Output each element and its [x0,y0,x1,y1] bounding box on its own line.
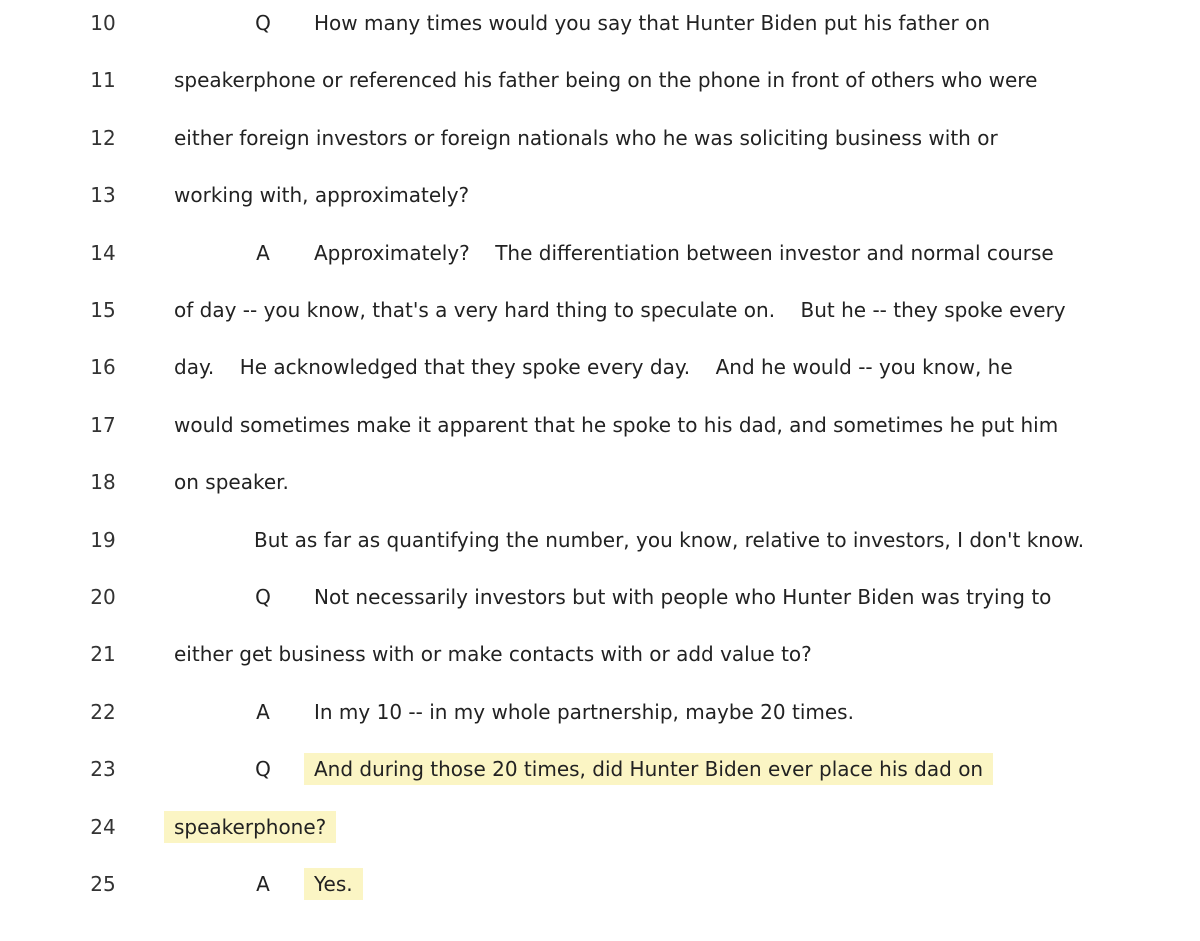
line-text-container [174,183,469,207]
highlighted-text: Yes. [304,868,363,900]
line-text-container [314,700,854,724]
line-text-container [174,815,336,839]
line-number: 12 [90,125,116,150]
line-text-container [314,241,1054,265]
line-number: 23 [90,757,116,782]
line-text-container [174,126,998,150]
line-text: on speaker. [174,470,289,495]
line-text: day. He acknowledged that they spoke every day. And he would -- you know, he [174,355,1013,380]
line-text: Approximately? The differentiation between investor and normal course [314,240,1054,265]
line-number: 21 [90,642,116,667]
line-number: 15 [90,298,116,322]
line-text: of day -- you know, that's a very hard thing to speculate on. But he -- they spoke every [174,298,1066,322]
line-text: In my 10 -- in my whole partnership, maybe 20 times. [314,699,854,724]
speaker-label: Q [255,11,271,35]
transcript-line [0,749,1200,789]
line-text: either foreign investors or foreign nationals who he was soliciting business with or [174,125,998,150]
transcript-line [0,347,1200,387]
transcript-line [0,290,1200,330]
line-text: either get business with or make contacts with or add value to? [174,642,812,667]
highlighted-text: And during those 20 times, did Hunter Biden ever place his dad on [304,753,993,785]
transcript-line [0,233,1200,273]
line-number: 22 [90,699,116,724]
line-number: 20 [90,585,116,609]
speaker-label: Q [255,585,271,609]
line-text-container [174,413,1058,437]
line-text-container [174,470,289,494]
speaker-label: A [256,872,270,896]
highlighted-text: speakerphone? [164,811,336,843]
line-text: would sometimes make it apparent that he spoke to his dad, and sometimes he put him [174,412,1059,437]
line-text-container [314,757,993,781]
line-text-container [314,585,1051,609]
line-number: 17 [90,412,116,437]
line-number: 24 [90,814,116,839]
line-text: How many times would you say that Hunter Biden put his father on [314,11,991,35]
line-number: 13 [90,183,116,208]
line-number: 14 [90,240,116,265]
transcript-line [0,864,1200,904]
transcript-line [0,520,1200,560]
transcript-line [0,807,1200,847]
line-text-container [174,68,1037,92]
transcript-line [0,118,1200,158]
line-text-container [174,355,1013,379]
line-text-container [254,528,1084,552]
line-text: speakerphone or referenced his father being on the phone in front of others who were [174,68,1038,93]
speaker-label: A [256,240,270,265]
transcript-line [0,462,1200,502]
speaker-label: Q [255,757,271,782]
line-text-container [174,298,1066,322]
line-text-container [314,11,990,35]
transcript-line [0,405,1200,445]
line-text-container [174,642,812,666]
line-text: But as far as quantifying the number, you know, relative to investors, I don't know. [254,527,1085,552]
line-number: 11 [90,68,116,93]
line-text-container [314,872,363,896]
speaker-label: A [256,699,270,724]
line-text: Not necessarily investors but with people who Hunter Biden was trying to [314,585,1052,609]
transcript-line [0,692,1200,732]
transcript-line [0,3,1200,43]
line-number: 16 [90,355,116,380]
line-number: 25 [90,872,116,896]
line-number: 10 [90,11,116,35]
transcript-line [0,634,1200,674]
line-number: 18 [90,470,116,495]
transcript-line [0,60,1200,100]
line-number: 19 [90,527,116,552]
transcript-line [0,577,1200,617]
line-text: working with, approximately? [174,183,470,208]
transcript-line [0,175,1200,215]
